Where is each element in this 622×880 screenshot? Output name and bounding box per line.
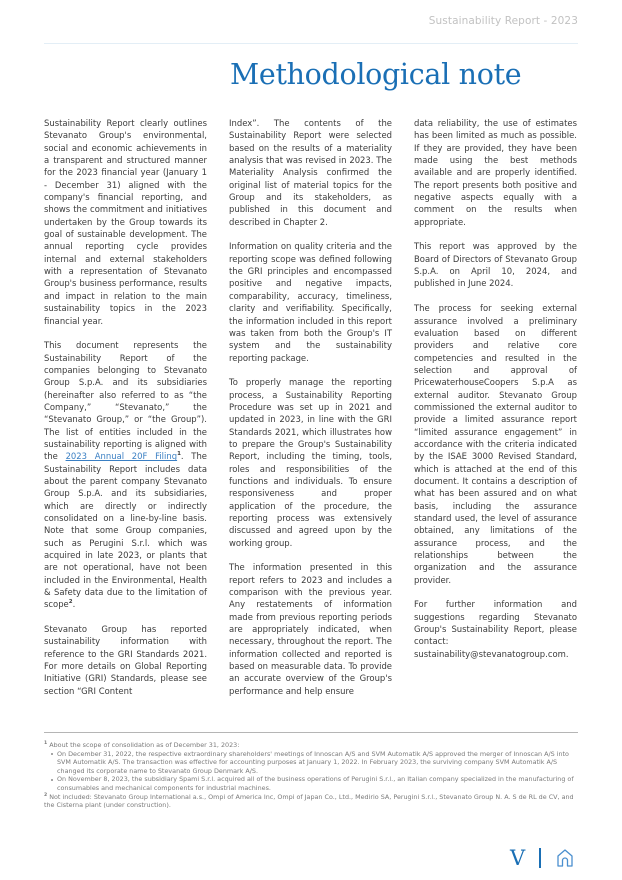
paragraph-materiality: Index”. The contents of the Sustainability Report were selected based on the results of a materiality analysis that was revised in 2023. The Materiality Analysis confirmed the original list of material topics for the Group and its stakeholders, as published in this document and described in Chapter 2. [229,118,392,227]
footnote-ref-1[interactable]: 1 [177,451,181,458]
paragraph-contact: For further information and suggestions regarding Stevanato Group's Sustainability Report, please contact: sustainability@stevanatogroup.com. [414,599,577,659]
paragraph-reporting-period: The information presented in this report refers to 2023 and includes a comparison with the previous year. Any restatements of information made from previous reporting periods are appropriately indicated, when necessary, throughout the report. The information collected and reported is based on measurable data. To provide an accurate overview of the Group's performance and help ensure [229,562,392,696]
home-icon[interactable] [555,848,575,868]
page-navigation [510,845,575,871]
paragraph-external-assurance: The process for seeking external assurance involved a preliminary evaluation based on different providers and relative core competencies and resulted in the selection and approval of PricewaterhouseCoopers S.p.A as external auditor. Stevanato Group commissioned the external auditor to provide a limited assurance report “limited assurance engagement” in accordance with the criteria indicated by the ISAE 3000 Revised Standard, which is attached at the end of this document. It contains a description of what has been assured and on what basis, including the assurance standard used, the level of assurance obtained, any limitations of the assurance process, and the relationships between the organization and the assurance provider. [414,303,577,585]
text-column-1 [44,117,207,697]
footnote-2-text: Not included: Stevanato Group International a.s., Ompi of America Inc, Ompi of Japan Co., Ltd., Medirio SA, Perugini S.r.l., Stevanato Group N. A. S de RL de CV, and the Cisterna plant (under construction). [44,792,574,810]
annual-20f-filing-link[interactable]: 2023 Annual 20F Filing [65,451,178,462]
paragraph-quality-criteria: Information on quality criteria and the reporting scope was defined following the GRI principles and encompassed positive and negative impacts, comparability, accuracy, timeliness, clarity and verifiability. Specifically, the information included in this report was taken from both the Group's IT system and the sustainability reporting package. [229,241,392,363]
scope-text-start: This document represents the Sustainability Report of the companies belonging to Stevanato Group S.p.A. and its subsidiaries (hereinafter also referred to as “the Company,” “Stevanato,” the “Stevanato Group,” or “the Group”). The list of entities included in the sustainability reporting is aligned with the [44,340,207,462]
footnote-1-bullet-2: On November 8, 2023, the subsidiary Spami S.r.l. acquired all of the business operations of Perugini S.r.l., an Italian company specialized in the manufacturing of consumables and mechanical components for industrial machines. [50,775,584,792]
footnote-1-marker: 1 [44,740,48,746]
footnote-1-bullet-1: On December 31, 2022, the respective extraordinary shareholders' meetings of Innoscan A/S and SVM Automatik A/S approved the merger of Innoscan A/S into SVM Automatik A/S. The transaction was effective for accounting purposes at January 1, 2022. In February 2023, the surviving company SVM Automatik A/S changed its corporate name to Stevanato Group Denmark A/S. [50,750,584,776]
chapter-marker-button[interactable]: V [510,846,526,870]
footnote-1-text: About the scope of consolidation as of December 31, 2023: [47,741,240,749]
footnote-2-marker: 2 [44,792,48,798]
text-column-3 [414,117,577,660]
scope-text-period: . [72,599,76,610]
text-column-2 [229,117,392,697]
paragraph-approval: This report was approved by the Board of Directors of Stevanato Group S.p.A. on April 10, 2024, and published in June 2024. [414,241,577,289]
running-header: Sustainability Report - 2023 [428,15,578,27]
footnote-1-bullets [50,750,584,793]
nav-divider [539,848,541,868]
footnotes [44,741,584,810]
footnote-divider [44,732,578,733]
header-divider [44,43,578,44]
paragraph-reporting-procedure: To properly manage the reporting process, a Sustainability Reporting Procedure was set up in 2021 and updated in 2023, in line with the GRI Standards 2021, which illustrates how to prepare the Group's Sustainability Report, including the timing, tools, roles and responsibilities of the functions and individuals. To ensure responsiveness and proper application of the procedure, the reporting process was extensively discussed and agreed upon by the working group. [229,377,392,548]
paragraph-scope [44,339,207,611]
page-title: Methodological note [230,58,522,91]
footnote-2 [44,793,584,810]
scope-text-end: . The Sustainability Report includes data about the parent company Stevanato Group S.p.A. and its subsidiaries, which are directly or indirectly consolidated on a line-by-line basis. Note that some Group companies, such as Perugini S.r.l. which was acquired in late 2023, or plants that are not operational, have not been included in the Environmental, Health & Safety data due to the limitation of scope [44,451,207,610]
footnote-1 [44,741,584,750]
paragraph-report-overview: Sustainability Report clearly outlines Stevanato Group's environmental, social and economic achievements in a transparent and structured manner for the 2023 financial year (January 1 - December 31) aligned with the company's financial reporting, and shows the commitment and initiatives undertaken by the Group towards its goal of sustainable development. The annual reporting cycle provides internal and external stakeholders with a representation of Stevanato Group's business performance, results and impact in relation to the main sustainability topics in the 2023 financial year. [44,118,207,326]
paragraph-gri-standards: Stevanato Group has reported sustainability information with reference to the GRI Standards 2021. For more details on Global Reporting Initiative (GRI) Standards, please see section “GRI Content [44,624,207,696]
paragraph-data-reliability: data reliability, the use of estimates has been limited as much as possible. If they are provided, they have been made using the best methods available and are properly identified. The report presents both positive and negative aspects equally with a comment on the results when appropriate. [414,118,577,227]
footnote-ref-2[interactable]: 2 [68,599,73,606]
